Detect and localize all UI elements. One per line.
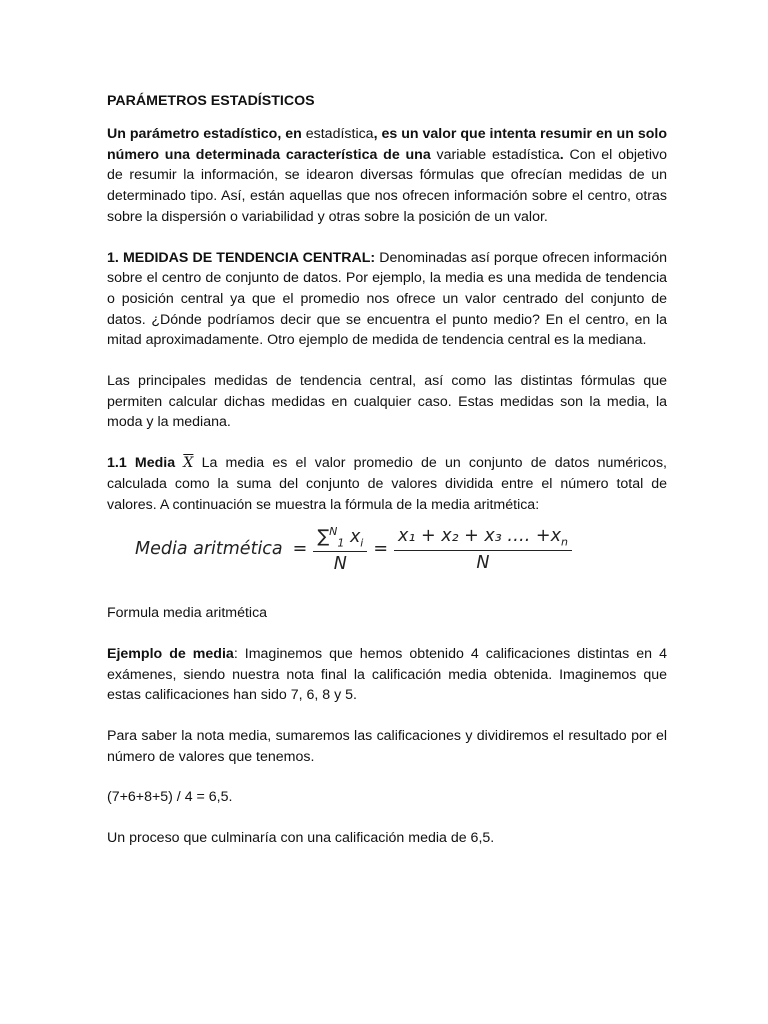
mean-symbol: $\overline{X}$ — [183, 455, 194, 472]
formula-equals-2: = — [373, 539, 389, 560]
formula-fraction-sum — [313, 525, 367, 574]
principal-measures-paragraph: Las principales medidas de tendencia central, así como las distintas fórmulas que permiten calcular dichas medidas en cualquier caso. Estas medidas son la media, la moda y la mediana. — [107, 373, 667, 431]
intro-bold-1: Un parámetro estadístico, en — [107, 126, 302, 142]
series-last-index: n — [560, 535, 568, 548]
example-label: Ejemplo de media — [107, 645, 234, 662]
fraction-sum-numerator — [313, 525, 367, 552]
example-paragraph — [107, 644, 667, 706]
formula-equals-1: = — [292, 539, 308, 560]
fraction-series-denominator: N — [476, 553, 490, 573]
media-heading: 1.1 Media — [107, 455, 176, 472]
formula-fraction-series — [394, 526, 572, 574]
example-text: : Imaginemos que hemos obtenido 4 calificaciones distintas en 4 exámenes, siendo nuestra nota final la calificación media obtenida. Imaginemos que estas calificaciones han sido 7, 6, 8 y 5. — [107, 645, 667, 704]
formula-caption: Formula media aritmética — [107, 605, 268, 622]
average-grade-paragraph: Para saber la nota media, sumaremos las calificaciones y dividiremos el resultado por el número de valores que tenemos. — [107, 728, 667, 765]
arithmetic-mean-formula — [135, 521, 667, 577]
section-heading: 1. MEDIDAS DE TENDENCIA CENTRAL: — [107, 249, 376, 266]
sum-symbol: ∑ — [317, 526, 330, 547]
intro-rest: Con el objetivo de resumir la información, se idearon diversas fórmulas que ofrecían medidas de un determinado tipo. Así, están aquellas que nos ofrecen información sobre el centro, otras sobre la dispersión o variabilidad y otras sobre la posición de un valor. — [107, 146, 668, 225]
section-central-tendency — [107, 248, 667, 352]
intro-normal-2: variable estadística — [430, 146, 560, 163]
calculation-line: (7+6+8+5) / 4 = 6,5. — [107, 789, 233, 806]
document-title: PARÁMETROS ESTADÍSTICOS — [107, 93, 315, 109]
intro-paragraph — [107, 124, 667, 228]
section-text: Denominadas así porque ofrecen información sobre el centro de conjunto de datos. Por ejemplo, la media es una medida de tendencia o posición central ya que el promedio nos ofrece un valor centrado del conjunto de datos. ¿Dónde podríamos decir que se encuentra el punto medio? En el centro, en la mitad aproximadamente. Otro ejemplo de medida de tendencia central es la mediana. — [107, 249, 667, 349]
sum-term-index: i — [360, 535, 364, 549]
sum-term: x — [349, 526, 361, 547]
media-text: La media es el valor promedio de un conjunto de datos numéricos, calculada como la suma del conjunto de valores dividida entre el número total de valores. A continuación se muestra la fórmula de la media aritmética: — [107, 455, 667, 513]
sum-upper: N — [329, 524, 338, 538]
intro-bold-3: . — [559, 146, 564, 163]
fraction-series-numerator — [394, 526, 572, 552]
conclusion-paragraph: Un proceso que culminaría con una calificación media de 6,5. — [107, 830, 495, 847]
media-paragraph — [107, 453, 667, 515]
formula-label: Media aritmética — [135, 539, 283, 560]
series-terms: x₁ + x₂ + x₃ …. +x — [398, 525, 561, 546]
sum-lower: 1 — [337, 535, 345, 549]
fraction-sum-denominator: N — [333, 553, 347, 574]
intro-bold-2: , es un valor que intenta resumir en un solo número una determinada característica de una — [107, 126, 667, 163]
intro-normal-1: estadística — [301, 126, 374, 142]
